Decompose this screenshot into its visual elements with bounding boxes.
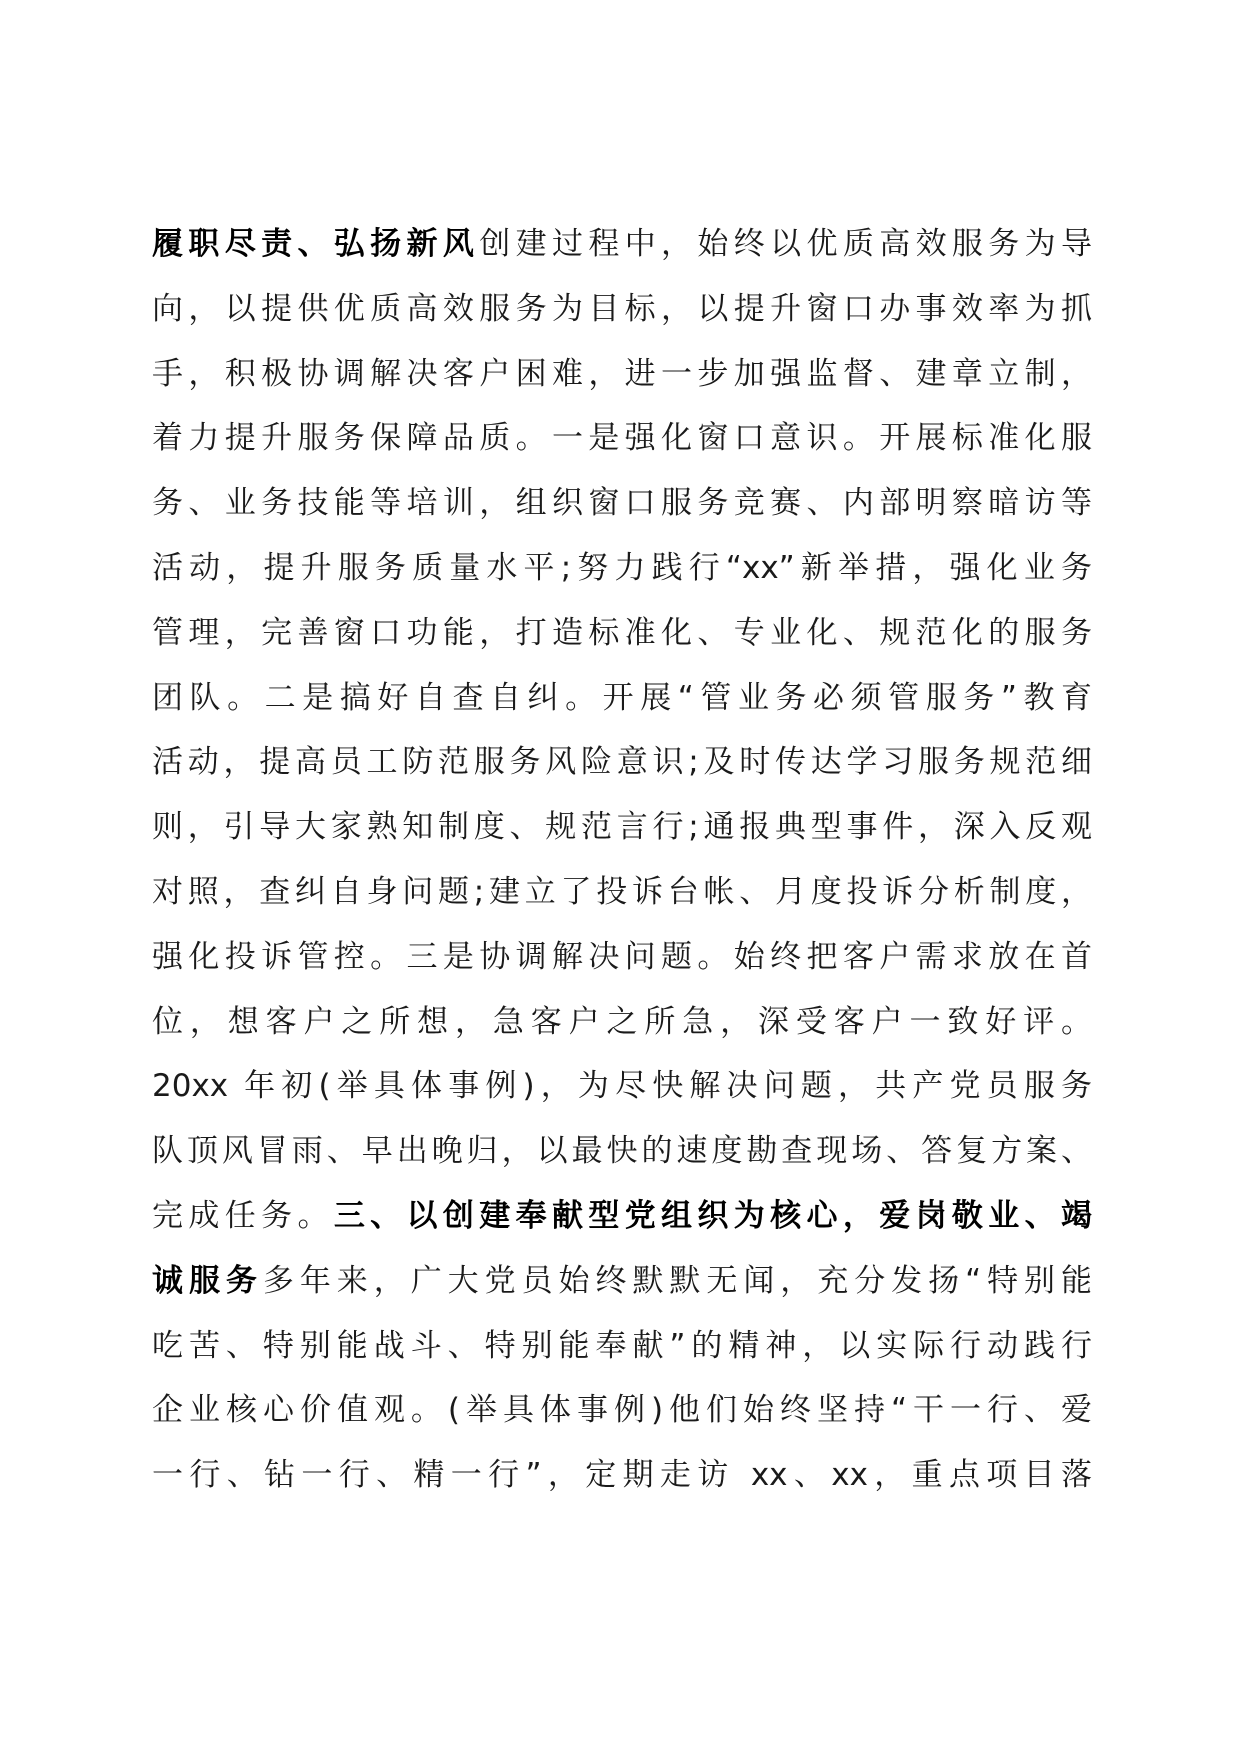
bold-heading-text: 履职尽责、弘扬新风 [152, 226, 480, 262]
body-text: 队顶风冒雨、早出晚归，以最快的速度勘查现场、答复方案、 [152, 1133, 1092, 1170]
text-line [152, 1443, 1092, 1508]
body-text: 企业核心价值观。(举具体事例)他们始终坚持“干一行、爱 [152, 1392, 1092, 1429]
bold-heading-text: 诚服务 [152, 1262, 263, 1299]
body-text: 管理，完善窗口功能，打造标准化、专业化、规范化的服务 [152, 614, 1092, 651]
body-text: 向，以提供优质高效服务为目标，以提升窗口办事效率为抓 [152, 290, 1092, 327]
body-text: 20xx 年初(举具体事例)，为尽快解决问题，共产党员服务 [152, 1068, 1092, 1105]
body-text: 创建过程中，始终以优质高效服务为导 [479, 226, 1093, 262]
text-line [152, 277, 1092, 342]
body-text: 活动，提升服务质量水平;努力践行“xx”新举措，强化业务 [152, 549, 1092, 586]
text-line [152, 471, 1092, 536]
body-text: 完成任务。 [152, 1197, 334, 1234]
body-text: 活动，提高员工防范服务风险意识;及时传达学习服务规范细 [152, 744, 1092, 781]
text-line [152, 1184, 1092, 1249]
body-text: 位，想客户之所想，急客户之所急，深受客户一致好评。 [152, 1003, 1092, 1040]
body-text: 对照，查纠自身问题;建立了投诉台帐、月度投诉分析制度， [152, 873, 1092, 910]
body-text: 团队。二是搞好自查自纠。开展“管业务必须管服务”教育 [152, 679, 1092, 716]
text-line [152, 1249, 1092, 1314]
body-text: 一行、钻一行、精一行”，定期走访 xx、xx，重点项目落 [152, 1457, 1092, 1494]
text-line [152, 601, 1092, 666]
text-line [152, 1119, 1092, 1184]
body-text: 着力提升服务保障品质。一是强化窗口意识。开展标准化服 [152, 420, 1092, 457]
text-line [152, 860, 1092, 925]
text-line [152, 990, 1092, 1055]
body-text: 吃苦、特别能战斗、特别能奉献”的精神，以实际行动践行 [152, 1327, 1092, 1364]
text-line [152, 666, 1092, 731]
text-line [152, 1378, 1092, 1443]
text-line [152, 1314, 1092, 1379]
body-text: 多年来，广大党员始终默默无闻，充分发扬“特别能 [262, 1262, 1092, 1299]
text-line [152, 536, 1092, 601]
body-text: 则，引导大家熟知制度、规范言行;通报典型事件，深入反观 [152, 809, 1092, 846]
text-line [152, 730, 1092, 795]
body-text: 强化投诉管控。三是协调解决问题。始终把客户需求放在首 [152, 938, 1092, 975]
body-text: 手，积极协调解决客户困难，进一步加强监督、建章立制， [152, 355, 1092, 392]
text-line [152, 406, 1092, 471]
bold-heading-text: 三、以创建奉献型党组织为核心，爱岗敬业、竭 [333, 1197, 1093, 1234]
text-line [152, 212, 1092, 277]
text-line [152, 342, 1092, 407]
text-line [152, 1054, 1092, 1119]
text-line [152, 925, 1092, 990]
body-paragraph [152, 212, 1092, 1508]
body-text: 务、业务技能等培训，组织窗口服务竞赛、内部明察暗访等 [152, 485, 1092, 522]
text-line [152, 795, 1092, 860]
